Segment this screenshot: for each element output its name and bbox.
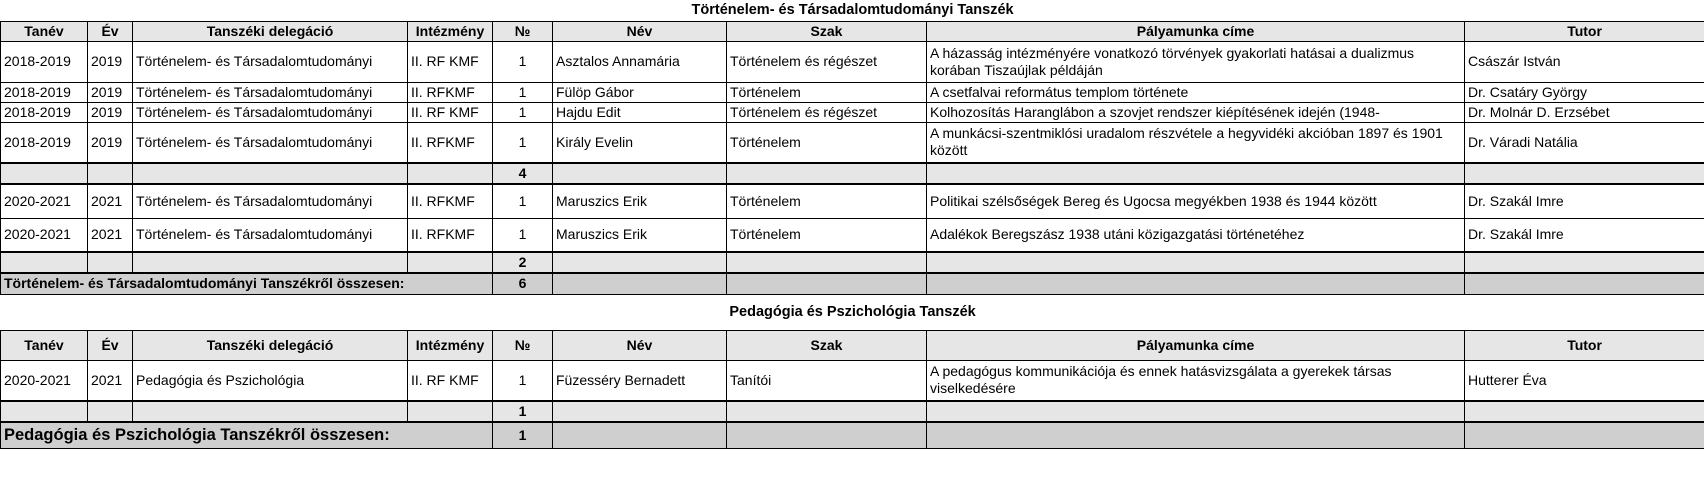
empty-cell xyxy=(133,163,408,184)
empty-cell xyxy=(553,422,727,448)
subtotal-count: 4 xyxy=(493,163,553,184)
empty-cell xyxy=(133,252,408,273)
cell-nev: Asztalos Annamária xyxy=(553,41,727,82)
table-row xyxy=(1,184,1704,218)
cell-delegacio: Történelem- és Társadalomtudományi xyxy=(133,218,408,252)
empty-cell xyxy=(727,273,927,294)
header-szam: № xyxy=(493,330,553,360)
cell-szam: 1 xyxy=(493,360,553,401)
cell-szam: 1 xyxy=(493,184,553,218)
empty-cell xyxy=(927,401,1465,422)
empty-cell xyxy=(727,163,927,184)
cell-tanev: 2018-2019 xyxy=(1,82,88,102)
section-total-label: Történelem- és Társadalomtudományi Tanszékről összesen: xyxy=(1,273,493,294)
header-row xyxy=(1,330,1704,360)
empty-cell xyxy=(88,401,133,422)
cell-szak: Történelem és régészet xyxy=(727,102,927,122)
cell-szak: Történelem xyxy=(727,218,927,252)
cell-intezmeny: II. RFKMF xyxy=(408,122,493,163)
empty-cell xyxy=(1465,252,1704,273)
empty-cell xyxy=(133,401,408,422)
header-nev: Név xyxy=(553,21,727,41)
cell-cim: A házasság intézményére vonatkozó törvények gyakorlati hatásai a dualizmus korában Tiszaújlak példáján xyxy=(927,41,1465,82)
cell-szak: Történelem xyxy=(727,82,927,102)
cell-ev: 2021 xyxy=(88,184,133,218)
empty-cell xyxy=(553,273,727,294)
cell-delegacio: Történelem- és Társadalomtudományi xyxy=(133,184,408,218)
empty-cell xyxy=(1465,163,1704,184)
cell-intezmeny: II. RF KMF xyxy=(408,360,493,401)
cell-delegacio: Pedagógia és Pszichológia xyxy=(133,360,408,401)
cell-ev: 2019 xyxy=(88,82,133,102)
header-row xyxy=(1,21,1704,41)
empty-cell xyxy=(1465,273,1704,294)
header-szak: Szak xyxy=(727,21,927,41)
empty-cell xyxy=(553,163,727,184)
cell-nev: Maruszics Erik xyxy=(553,218,727,252)
cell-szam: 1 xyxy=(493,122,553,163)
cell-tanev: 2020-2021 xyxy=(1,218,88,252)
cell-nev: Füzesséry Bernadett xyxy=(553,360,727,401)
section-total-row xyxy=(1,273,1704,294)
header-ev: Év xyxy=(88,330,133,360)
section-total-row xyxy=(1,422,1704,448)
empty-cell xyxy=(1465,422,1704,448)
header-szam: № xyxy=(493,21,553,41)
empty-cell xyxy=(927,422,1465,448)
empty-cell xyxy=(553,401,727,422)
cell-delegacio: Történelem- és Társadalomtudományi xyxy=(133,122,408,163)
table-row xyxy=(1,360,1704,401)
table-body xyxy=(1,0,1704,448)
header-cim: Pályamunka címe xyxy=(927,21,1465,41)
cell-tanev: 2020-2021 xyxy=(1,360,88,401)
empty-cell xyxy=(1,401,88,422)
empty-cell xyxy=(1465,401,1704,422)
header-ev: Év xyxy=(88,21,133,41)
cell-nev: Fülöp Gábor xyxy=(553,82,727,102)
empty-cell xyxy=(553,252,727,273)
empty-cell xyxy=(408,163,493,184)
cell-ev: 2019 xyxy=(88,41,133,82)
cell-ev: 2019 xyxy=(88,102,133,122)
table-row xyxy=(1,218,1704,252)
section-total-count: 6 xyxy=(493,273,553,294)
empty-cell xyxy=(408,401,493,422)
cell-tanev: 2020-2021 xyxy=(1,184,88,218)
cell-tutor: Császár István xyxy=(1465,41,1704,82)
cell-cim: A pedagógus kommunikációja és ennek hatásvizsgálata a gyerekek társas viselkedésére xyxy=(927,360,1465,401)
cell-szam: 1 xyxy=(493,102,553,122)
empty-cell xyxy=(88,252,133,273)
section-title: Pedagógia és Pszichológia Tanszék xyxy=(1,294,1704,330)
cell-intezmeny: II. RF KMF xyxy=(408,41,493,82)
cell-tutor: Dr. Váradi Natália xyxy=(1465,122,1704,163)
section-total-label: Pedagógia és Pszichológia Tanszékről összesen: xyxy=(1,422,493,448)
header-tutor: Tutor xyxy=(1465,21,1704,41)
cell-tutor: Dr. Molnár D. Erzsébet xyxy=(1465,102,1704,122)
cell-cim: A munkácsi-szentmiklósi uradalom részvétele a hegyvidéki akcióban 1897 és 1901 között xyxy=(927,122,1465,163)
cell-tutor: Hutterer Éva xyxy=(1465,360,1704,401)
cell-cim: Adalékok Beregszász 1938 utáni közigazgatási történetéhez xyxy=(927,218,1465,252)
header-tanev: Tanév xyxy=(1,21,88,41)
cell-ev: 2019 xyxy=(88,122,133,163)
section-title-row xyxy=(1,0,1704,21)
empty-cell xyxy=(727,422,927,448)
header-nev: Név xyxy=(553,330,727,360)
header-intezmeny: Intézmény xyxy=(408,21,493,41)
header-tanev: Tanév xyxy=(1,330,88,360)
empty-cell xyxy=(408,252,493,273)
empty-cell xyxy=(927,163,1465,184)
table-row xyxy=(1,41,1704,82)
cell-delegacio: Történelem- és Társadalomtudományi xyxy=(133,102,408,122)
cell-tanev: 2018-2019 xyxy=(1,102,88,122)
cell-szak: Tanítói xyxy=(727,360,927,401)
cell-szak: Történelem és régészet xyxy=(727,41,927,82)
cell-intezmeny: II. RFKMF xyxy=(408,82,493,102)
cell-ev: 2021 xyxy=(88,218,133,252)
cell-cim: A csetfalvai református templom története xyxy=(927,82,1465,102)
subtotal-row xyxy=(1,401,1704,422)
header-szak: Szak xyxy=(727,330,927,360)
cell-delegacio: Történelem- és Társadalomtudományi xyxy=(133,41,408,82)
cell-ev: 2021 xyxy=(88,360,133,401)
section-title: Történelem- és Társadalomtudományi Tanszék xyxy=(1,0,1704,21)
table-row xyxy=(1,102,1704,122)
section-title-row xyxy=(1,294,1704,330)
section-total-count: 1 xyxy=(493,422,553,448)
empty-cell xyxy=(927,273,1465,294)
cell-szam: 1 xyxy=(493,41,553,82)
cell-tutor: Dr. Csatáry György xyxy=(1465,82,1704,102)
cell-intezmeny: II. RFKMF xyxy=(408,218,493,252)
cell-delegacio: Történelem- és Társadalomtudományi xyxy=(133,82,408,102)
table-row xyxy=(1,82,1704,102)
header-intezmeny: Intézmény xyxy=(408,330,493,360)
empty-cell xyxy=(927,252,1465,273)
cell-nev: Maruszics Erik xyxy=(553,184,727,218)
cell-nev: Király Evelin xyxy=(553,122,727,163)
empty-cell xyxy=(1,252,88,273)
subtotal-count: 1 xyxy=(493,401,553,422)
cell-nev: Hajdu Edit xyxy=(553,102,727,122)
header-tutor: Tutor xyxy=(1465,330,1704,360)
cell-tanev: 2018-2019 xyxy=(1,122,88,163)
empty-cell xyxy=(88,163,133,184)
cell-szam: 1 xyxy=(493,82,553,102)
cell-szak: Történelem xyxy=(727,184,927,218)
cell-tutor: Dr. Szakál Imre xyxy=(1465,218,1704,252)
cell-tanev: 2018-2019 xyxy=(1,41,88,82)
empty-cell xyxy=(727,252,927,273)
subtotal-count: 2 xyxy=(493,252,553,273)
subtotal-row xyxy=(1,163,1704,184)
subtotal-row xyxy=(1,252,1704,273)
table-row xyxy=(1,122,1704,163)
header-delegacio: Tanszéki delegáció xyxy=(133,21,408,41)
empty-cell xyxy=(727,401,927,422)
cell-cim: Politikai szélsőségek Bereg és Ugocsa megyékben 1938 és 1944 között xyxy=(927,184,1465,218)
header-delegacio: Tanszéki delegáció xyxy=(133,330,408,360)
cell-intezmeny: II. RFKMF xyxy=(408,184,493,218)
cell-szak: Történelem xyxy=(727,122,927,163)
cell-cim: Kolhozosítás Haranglábon a szovjet rendszer kiépítésének idején (1948- xyxy=(927,102,1465,122)
cell-intezmeny: II. RF KMF xyxy=(408,102,493,122)
cell-szam: 1 xyxy=(493,218,553,252)
header-cim: Pályamunka címe xyxy=(927,330,1465,360)
cell-tutor: Dr. Szakál Imre xyxy=(1465,184,1704,218)
empty-cell xyxy=(1,163,88,184)
